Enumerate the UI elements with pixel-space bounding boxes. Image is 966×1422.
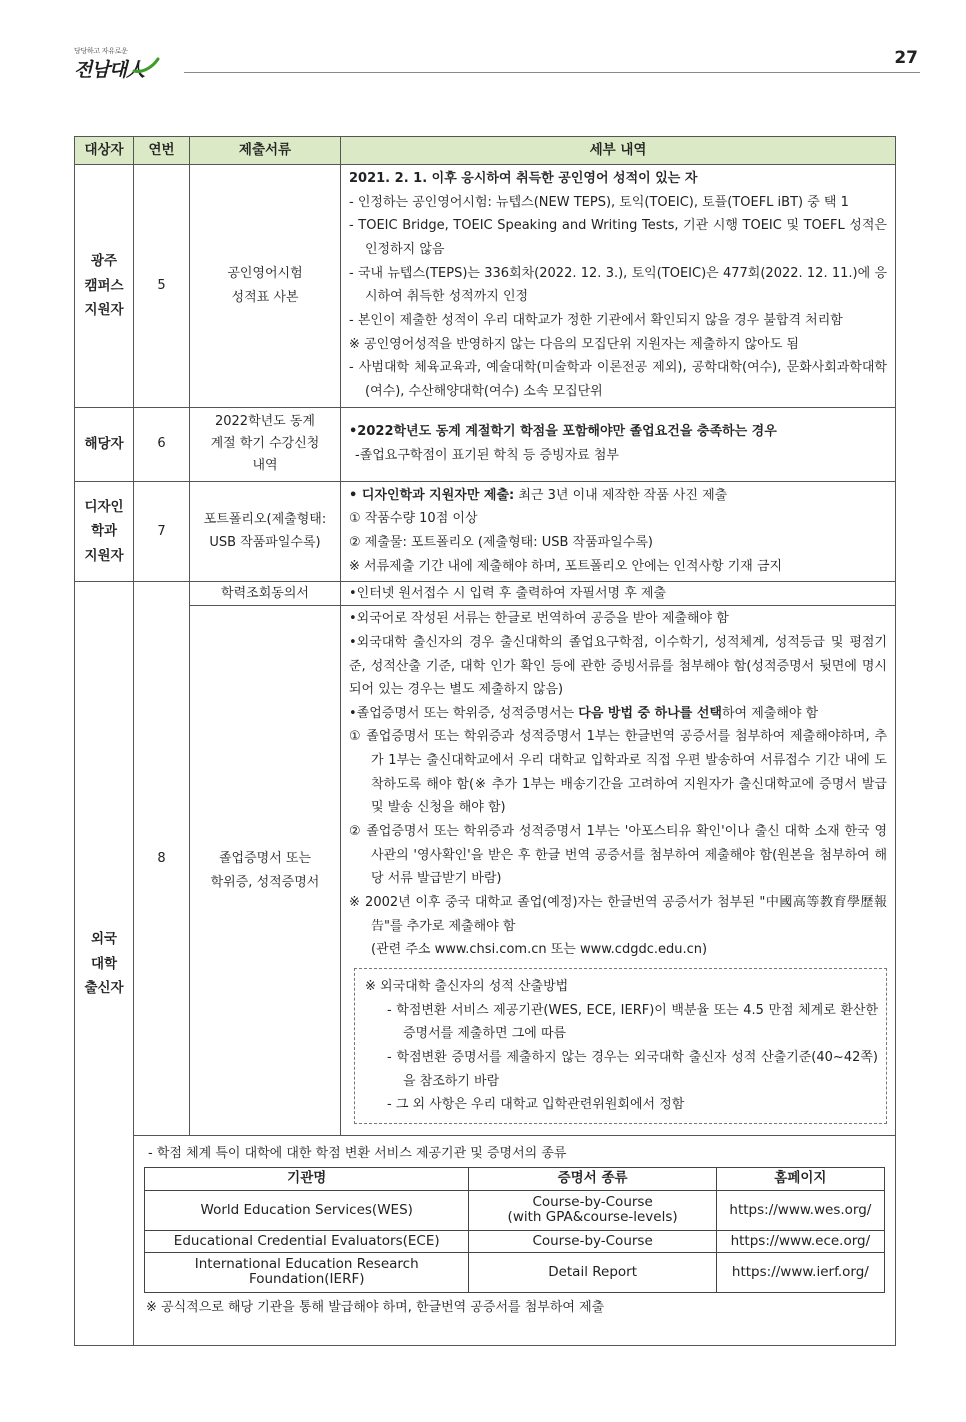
document-cell: 졸업증명서 또는 학위증, 성적증명서 — [190, 606, 341, 1136]
subject-cell: 해당자 — [75, 407, 134, 481]
header-divider — [184, 72, 920, 73]
detail-line: ※ 서류제출 기간 내에 제출해야 하며, 포트폴리오 안에는 인적사항 기재 금지 — [349, 558, 783, 574]
page-number: 27 — [894, 48, 918, 68]
service-cert: Course-by-Course — [469, 1230, 716, 1252]
service-name: World Education Services(WES) — [145, 1190, 469, 1230]
detail-line: ※ 2002년 이후 중국 대학교 졸업(예정)자는 한글번역 공증서가 첨부된 "中國高等教育學歷報告"를 추가로 제출해야 함 — [349, 895, 887, 934]
logo-tagline: 당당하고 자유로운 — [74, 47, 128, 55]
university-logo: 전남대人 — [74, 59, 145, 81]
header-number: 연번 — [134, 137, 190, 165]
service-url[interactable]: https://www.wes.org/ — [716, 1190, 884, 1230]
table-row — [75, 481, 896, 582]
number-cell: 6 — [134, 407, 190, 481]
services-footnote: ※ 공식적으로 해당 기관을 통해 발급해야 하며, 한글번역 공증서를 첨부하여 제출 — [146, 1299, 605, 1315]
box-title: ※ 외국대학 출신자의 성적 산출방법 — [365, 979, 569, 995]
logo-swoosh-icon — [132, 56, 160, 74]
services-header-cert: 증명서 종류 — [469, 1167, 716, 1190]
detail-line: - 인정하는 공인영어시험: 뉴텝스(NEW TEPS), 토익(TOEIC), 토플(TOEFL iBT) 중 택 1 — [349, 194, 849, 210]
header-document: 제출서류 — [190, 137, 341, 165]
service-url[interactable]: https://www.ece.org/ — [716, 1230, 884, 1252]
service-url[interactable]: https://www.ierf.org/ — [716, 1252, 884, 1292]
services-title: - 학점 체계 특이 대학에 대한 학점 변환 서비스 제공기관 및 증명서의 종류 — [148, 1146, 567, 1162]
detail-line: •외국대학 출신자의 경우 출신대학의 졸업요구학점, 이수학기, 성적체계, 성적등급 및 평점기준, 성적산출 기준, 대학 인가 확인 등에 관한 증빙서류를 첨부해야 함(성적증명서 뒷면에 명시되어 있는 경우는 별도 제출하지 않음) — [349, 634, 887, 698]
table-header-row — [75, 137, 896, 165]
services-header-row — [145, 1167, 885, 1190]
document-cell: 2022학년도 동계 계절 학기 수강신청 내역 — [190, 407, 341, 481]
detail-line: - 본인이 제출한 성적이 우리 대학교가 정한 기관에서 확인되지 않을 경우 불합격 처리함 — [349, 312, 843, 328]
service-name: International Education Research Foundation(IERF) — [145, 1252, 469, 1292]
details-cell — [341, 481, 896, 582]
service-name: Educational Credential Evaluators(ECE) — [145, 1230, 469, 1252]
service-cert: Course-by-Course (with GPA&course-levels) — [469, 1190, 716, 1230]
table-row — [145, 1230, 885, 1252]
services-header-url: 홈페이지 — [716, 1167, 884, 1190]
detail-line: ② 졸업증명서 또는 학위증과 성적증명서 1부는 '아포스티유 확인'이나 출신 대학 소재 한국 영사관의 '영사확인'을 받은 후 한글 번역 공증서를 첨부하여 제출해야 함(원본을 첨부하여 해당 서류 발급받기 바람) — [349, 824, 887, 887]
table-row — [145, 1190, 885, 1230]
document-cell: 포트폴리오(제출형태: USB 작품파일수록) — [190, 481, 341, 582]
number-cell: 8 — [134, 582, 190, 1136]
detail-line: - 사범대학 체육교육과, 예술대학(미술학과 이론전공 제외), 공학대학(여수), 문화사회과학대학(여수), 수산해양대학(여수) 소속 모집단위 — [349, 360, 887, 399]
details-cell — [341, 407, 896, 481]
document-cell: 학력조회동의서 — [190, 582, 341, 606]
services-header-name: 기관명 — [145, 1167, 469, 1190]
table-row — [75, 165, 896, 408]
detail-line: •2022학년도 동계 계절학기 학점을 포함해야만 졸업요건을 충족하는 경우 — [349, 423, 777, 439]
detail-line: - 국내 뉴텝스(TEPS)는 336회차(2022. 12. 3.), 토익(TOEIC)은 477회(2022. 12. 11.)에 응시하여 취득한 성적까지 인정 — [349, 265, 887, 305]
table-row — [75, 407, 896, 481]
document-requirements-table — [74, 136, 896, 1346]
box-line: - 그 외 사항은 우리 대학교 입학관련위원회에서 정함 — [387, 1097, 685, 1113]
service-cert: Detail Report — [469, 1252, 716, 1292]
header-subject: 대상자 — [75, 137, 134, 165]
page-header — [74, 44, 920, 80]
subject-cell: 광주 캠퍼스 지원자 — [75, 165, 134, 408]
box-line: - 학점변환 서비스 제공기관(WES, ECE, IERF)이 백분율 또는 4.5 만점 체계로 환산한 증명서를 제출하면 그에 따름 — [387, 1002, 878, 1042]
detail-line: •외국어로 작성된 서류는 한글로 번역하여 공증을 받아 제출해야 함 — [349, 611, 729, 627]
grade-calculation-box — [354, 968, 887, 1124]
box-line: - 학점변환 증명서를 제출하지 않는 경우는 외국대학 출신자 성적 산출기준(40~42쪽)을 참조하기 바람 — [387, 1050, 878, 1089]
header-details: 세부 내역 — [341, 137, 896, 165]
detail-line: ② 제출물: 포트폴리오 (제출형태: USB 작품파일수록) — [349, 534, 653, 550]
detail-line: 2021. 2. 1. 이후 응시하여 취득한 공인영어 성적이 있는 자 — [349, 171, 698, 186]
services-cell — [134, 1136, 896, 1346]
number-cell: 7 — [134, 481, 190, 582]
detail-line: ① 작품수량 10점 이상 — [349, 511, 478, 527]
detail-line: (관련 주소 www.chsi.com.cn 또는 www.cdgdc.edu.cn) — [371, 942, 708, 958]
subject-cell: 외국 대학 출신자 — [75, 582, 134, 1346]
table-row — [75, 606, 896, 1136]
detail-line: ① 졸업증명서 또는 학위증과 성적증명서 1부는 한글번역 공증서를 첨부하여 제출해야하며, 추가 1부는 출신대학교에서 우리 대학교 입학과로 직접 우편 발송하여 서류접수 기간 내에 도착하도록 해야 함(※ 추가 1부는 배송기간을 고려하여 지원자가 출신대학교에 증명서 발급 및 발송 신청을 해야 함) — [349, 729, 887, 816]
table-row — [75, 1136, 896, 1346]
detail-line: -졸업요구학점이 표기된 학칙 등 증빙자료 첨부 — [355, 447, 619, 463]
number-cell: 5 — [134, 165, 190, 408]
table-row — [145, 1252, 885, 1292]
subject-cell: 디자인 학과 지원자 — [75, 481, 134, 582]
detail-line: •졸업증명서 또는 학위증, 성적증명서는 다음 방법 중 하나를 선택하여 제출해야 함 — [349, 705, 819, 721]
table-row — [75, 582, 896, 606]
details-cell — [341, 165, 896, 408]
detail-line: • 디자인학과 지원자만 제출: 최근 3년 이내 제작한 작품 사진 제출 — [349, 487, 728, 503]
details-cell: •인터넷 원서접수 시 입력 후 출력하여 자필서명 후 제출 — [341, 582, 896, 606]
detail-line: - TOEIC Bridge, TOEIC Speaking and Writing Tests, 기관 시행 TOEIC 및 TOEFL 성적은 인정하지 않음 — [349, 218, 887, 257]
details-cell — [341, 606, 896, 1136]
document-cell: 공인영어시험 성적표 사본 — [190, 165, 341, 408]
detail-line: ※ 공인영어성적을 반영하지 않는 다음의 모집단위 지원자는 제출하지 않아도 됨 — [349, 336, 799, 352]
services-table — [144, 1167, 885, 1293]
